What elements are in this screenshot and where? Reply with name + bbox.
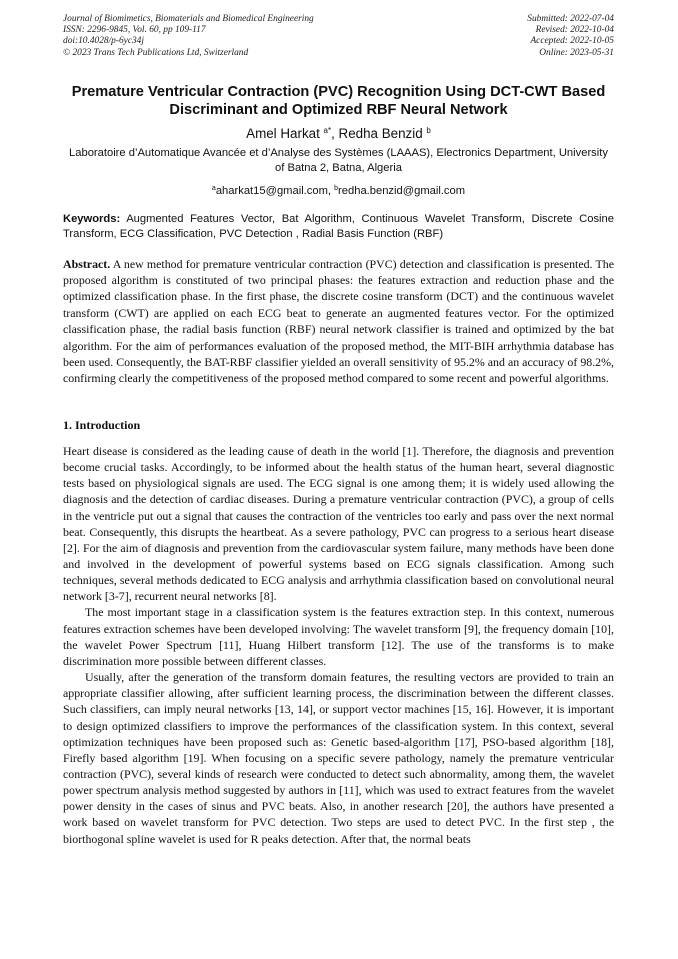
article-page — [63, 14, 614, 847]
author-emails — [63, 184, 614, 199]
author-separator: , — [331, 125, 339, 141]
journal-header — [63, 14, 614, 59]
date-accepted: Accepted: 2022-10-05 — [530, 36, 614, 47]
author-2-marker: b — [426, 125, 431, 135]
paper-title: Premature Ventricular Contraction (PVC) Recognition Using DCT-CWT Based Discriminant and Optimized RBF Neural Network — [71, 83, 606, 118]
body-paragraph: Usually, after the generation of the transform domain features, the resulting vectors are provided to train an appropriate classifier allowing, after sufficient learning process, the discrimination between the different classes. Such classifiers, can imply neural networks [13, 14], or support vector machines [15, 16]. However, it is important to design optimized classifiers to improve the performances of the classification system. In this context, several optimization techniques have been proposed such as: Genetic based-algorithm [17], PSO-based algorithm [18], Firefly based algorithm [19]. When focusing on a specific severe pathology, namely the premature ventricular contraction (PVC), several kinds of research were conducted to detect such abnormality, among them, the wavelet power spectrum analysis method suggested by authors in [11], which was used to extract features from the wavelet power density in the cases of sinus and PVC beats. Also, in another research [20], the authors have presented a work based on wavelet transform for PVC detection. Two steps are used to detect PVC. In the first step , the biorthogonal spline wavelet is used for R peaks detection. After that, the normal beats — [63, 670, 614, 846]
email-b[interactable]: redha.benzid@gmail.com — [338, 184, 466, 197]
abstract-text: A new method for premature ventricular contraction (PVC) detection and classification is presented. The proposed algorithm is constituted of two principal phases: the features extraction and reduction phase and the optimized classification phase. In the first phase, the discrete cosine transform (DCT) and the continuous wavelet transform (CWT) are applied on each ECG beat to generate an augmented features vector. For the optimized classification phase, the radial basis function (RBF) neural network classifier is trained and optimized by the bat algorithm. For the aim of performances evaluation of the proposed method, the MIT-BIH arrhythmia database has been used. Consequently, the BAT-RBF classifier yielded an overall sensitivity of 95.2% and an accuracy of 98.2%, confirming clearly the competitiveness of the proposed method compared to some recent and powerful algorithms. — [63, 256, 614, 386]
author-2-name: Redha Benzid — [338, 125, 427, 141]
journal-copyright: © 2023 Trans Tech Publications Ltd, Switzerland — [63, 47, 249, 58]
abstract-label: Abstract. — [63, 256, 111, 271]
author-1-name: Amel Harkat — [246, 125, 324, 141]
author-list — [63, 125, 614, 142]
date-revised: Revised: 2022-10-04 — [535, 25, 614, 36]
email-a-marker: a — [211, 184, 216, 192]
email-b-marker: b — [334, 184, 339, 192]
keywords — [63, 212, 614, 243]
keywords-label: Keywords: — [63, 212, 121, 225]
journal-issn: ISSN: 2296-9845, Vol. 60, pp 109-117 — [63, 25, 206, 36]
date-submitted: Submitted: 2022-07-04 — [527, 14, 614, 24]
affiliation: Laboratoire d’Automatique Avancée et d’Analyse des Systèmes (LAAAS), Electronics Department, University of Batna 2, Batna, Algeria — [69, 146, 608, 174]
journal-info — [63, 14, 314, 59]
date-online: Online: 2023-05-31 — [539, 47, 614, 58]
body-paragraph: The most important stage in a classification system is the features extraction step. In this context, numerous features extraction schemes have been developed involving: The wavelet transform [9], the frequency domain [10], the wavelet Power Spectrum [11], Huang Hilbert transform [12]. The use of the transforms is to make discrimination more possible between different classes. — [63, 605, 614, 668]
email-a[interactable]: aharkat15@gmail.com, — [215, 184, 335, 197]
journal-doi: doi:10.4028/p-6yc34j — [63, 36, 144, 47]
abstract — [63, 256, 614, 387]
body-paragraph: Heart disease is considered as the leading cause of death in the world [1]. Therefore, the diagnosis and prevention become crucial tasks. Accordingly, to be informed about the health status of the human heart, several diagnostic tests based on physiological signals are used. The ECG signal is one among them; it is widely used allowing the diagnosis and the detection of cardiac diseases. During a premature ventricular contraction (PVC), a group of cells in the ventricle put out a signal that causes the contraction of the ventricles too early and pass over the next normal beat. Consequently, this disrupts the heartbeat. As a severe pathology, PVC can progress to a serious heart disease [2]. For the aim of diagnosis and prevention from the cardiovascular system failure, many methods have been done and involved in the development of powerful systems based on ECG signals classification. Among such techniques, several methods dedicated to ECG analysis and arrhythmia classification based on convolutional neural network [3-7], recurrent neural networks [8]. — [63, 443, 614, 604]
article-dates — [527, 14, 614, 59]
keywords-text: Augmented Features Vector, Bat Algorithm, Continuous Wavelet Transform, Discrete Cosine Transform, ECG Classification, PVC Detection , Radial Basis Function (RBF) — [63, 212, 614, 241]
section-heading-introduction: 1. Introduction — [63, 417, 141, 432]
author-1-marker: a* — [323, 125, 332, 135]
journal-name: Journal of Biomimetics, Biomaterials and Biomedical Engineering — [63, 14, 314, 24]
